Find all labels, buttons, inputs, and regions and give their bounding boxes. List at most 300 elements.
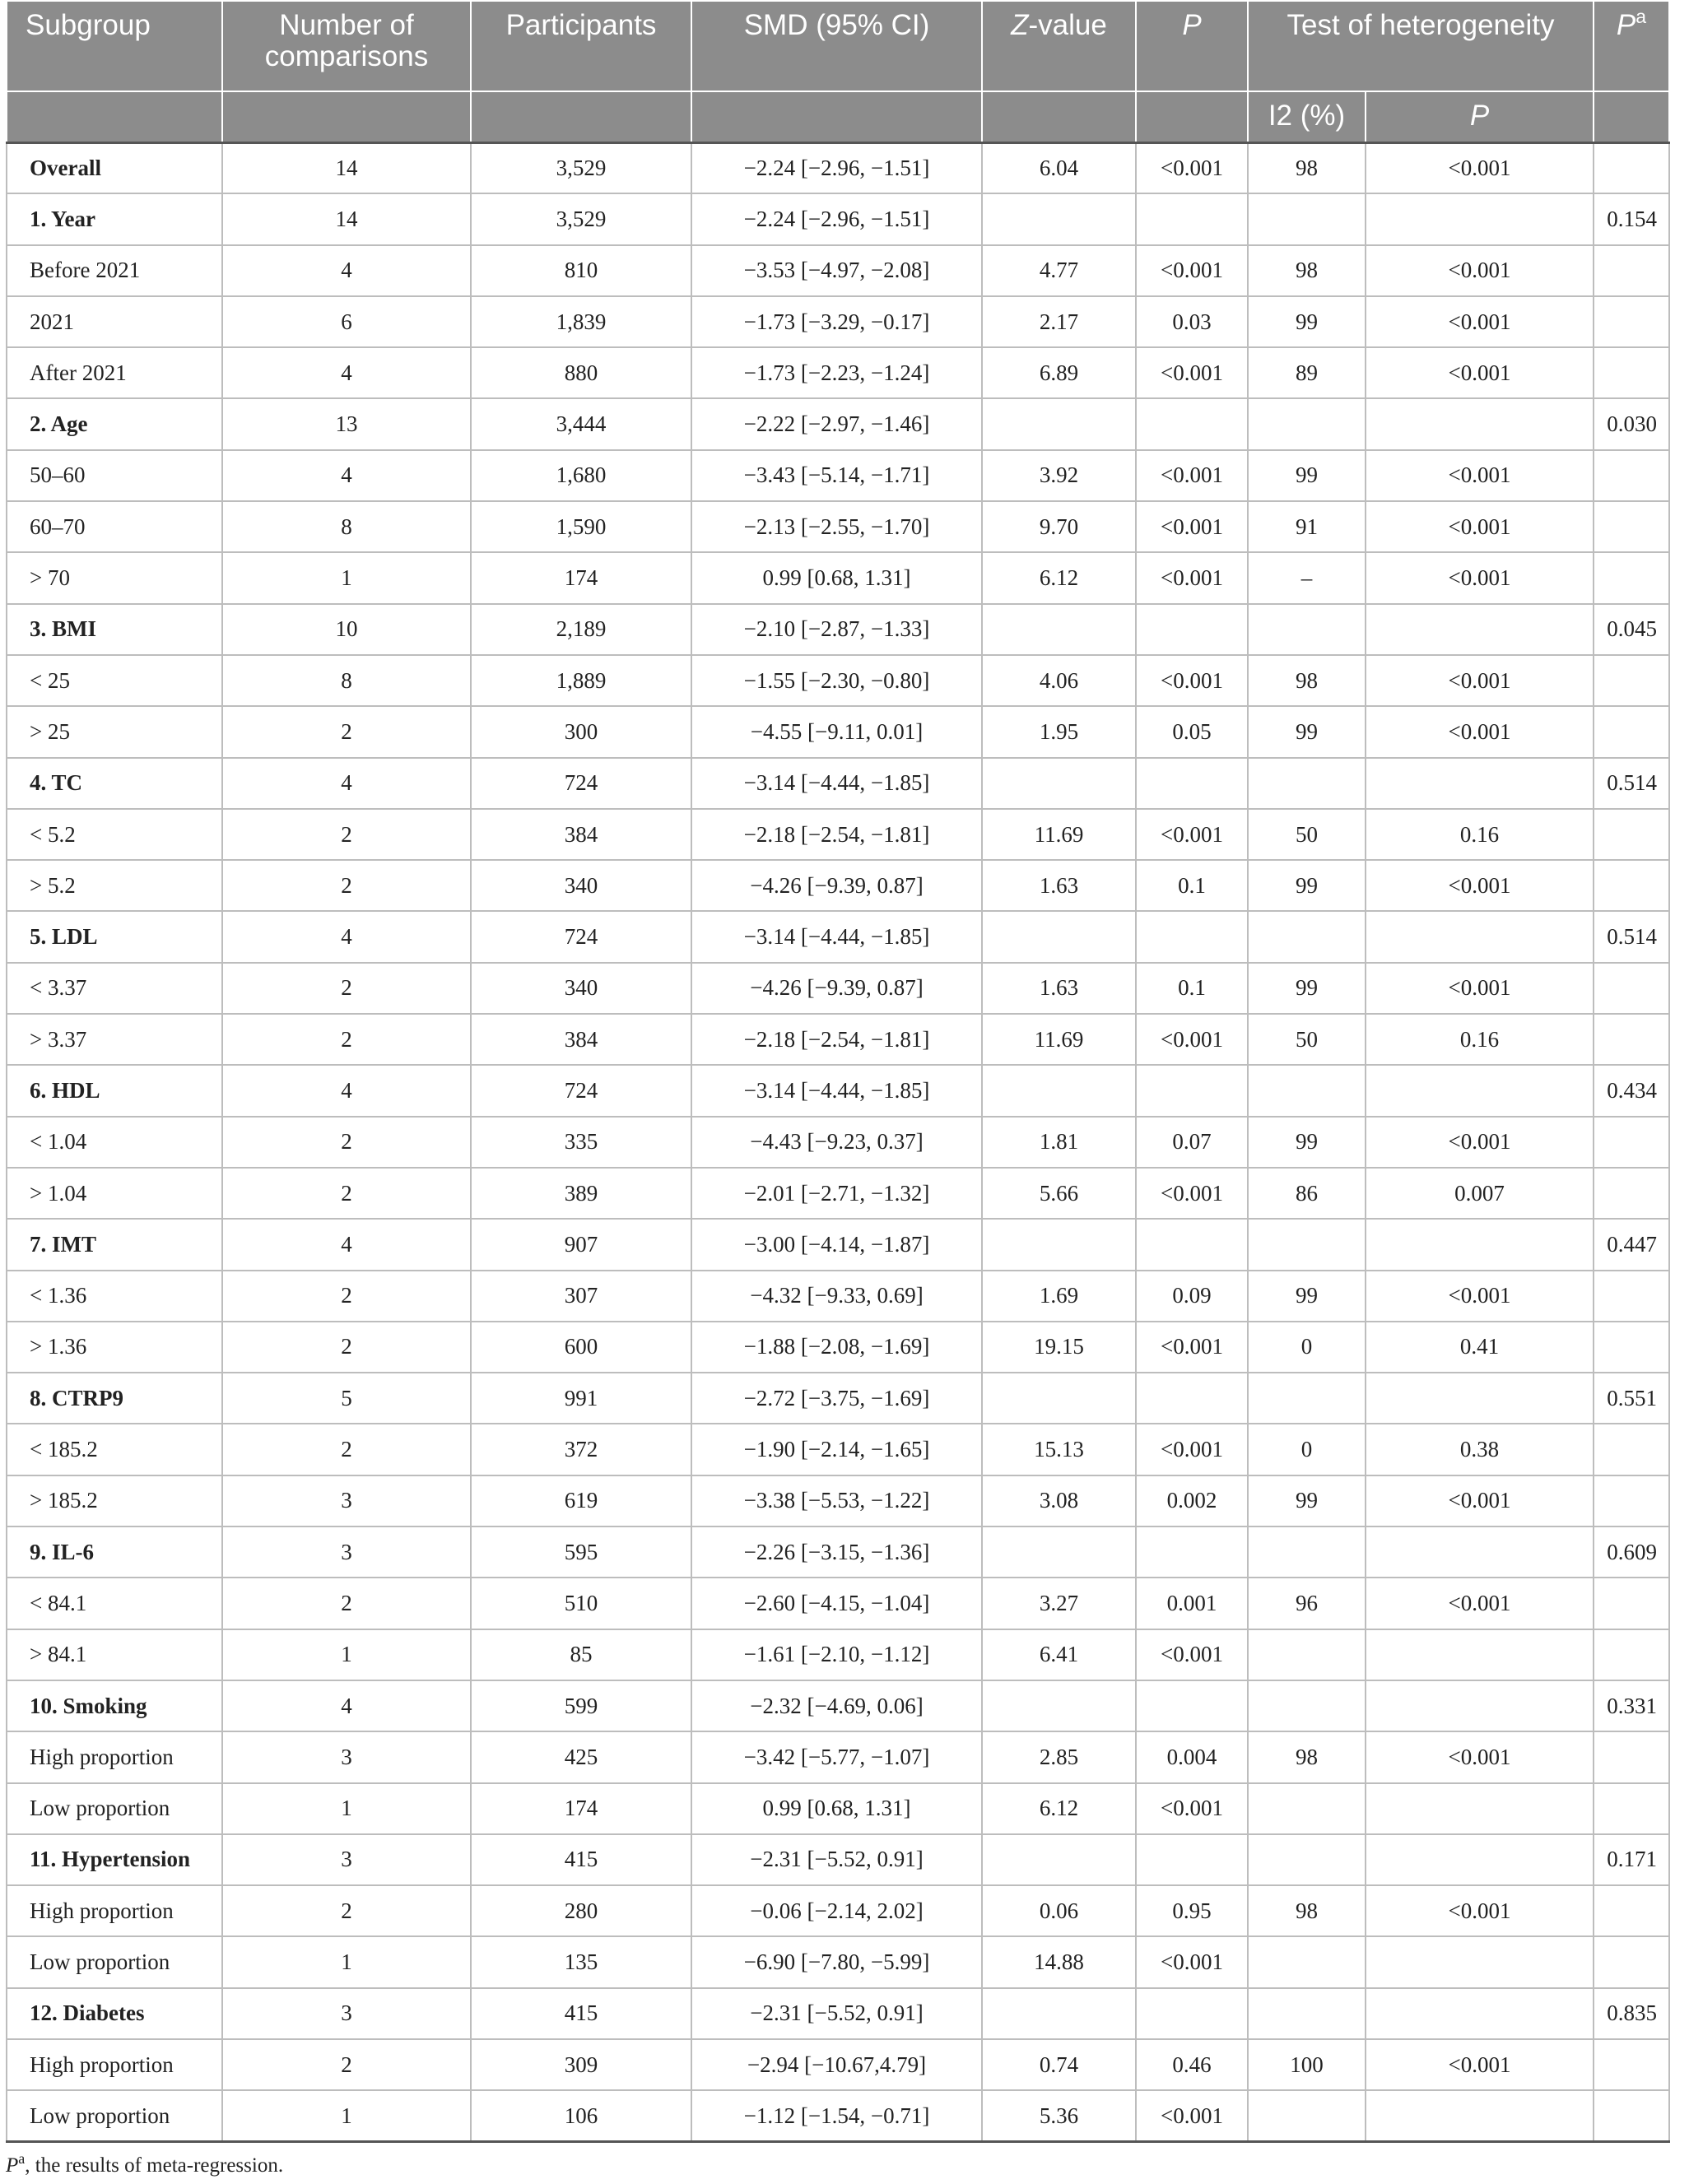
cell-subgroup: < 1.36: [7, 1271, 222, 1322]
cell-participants: 1,680: [471, 450, 691, 501]
cell-het-p: <0.001: [1366, 245, 1594, 296]
cell-het-p: [1366, 2090, 1594, 2141]
cell-comparisons: 2: [222, 1014, 471, 1065]
cell-i2: [1248, 1988, 1366, 2039]
cell-i2: [1248, 758, 1366, 809]
cell-het-p: [1366, 1834, 1594, 1885]
cell-pa: [1594, 706, 1669, 757]
cell-pa: 0.154: [1594, 193, 1669, 244]
cell-p: <0.001: [1136, 501, 1248, 552]
table-row: [7, 1322, 1669, 1373]
cell-subgroup: Before 2021: [7, 245, 222, 296]
cell-z-value: [982, 911, 1136, 962]
cell-pa: [1594, 860, 1669, 911]
cell-comparisons: 4: [222, 450, 471, 501]
cell-p: [1136, 1834, 1248, 1885]
table-row: [7, 1834, 1669, 1885]
table-row: [7, 809, 1669, 860]
header-blank: [691, 91, 982, 142]
cell-het-p: [1366, 1219, 1594, 1270]
cell-het-p: <0.001: [1366, 1117, 1594, 1168]
cell-p: 0.1: [1136, 860, 1248, 911]
cell-comparisons: 1: [222, 1936, 471, 1987]
cell-het-p: [1366, 1988, 1594, 2039]
cell-smd: −2.18 [−2.54, −1.81]: [691, 1014, 982, 1065]
cell-pa: [1594, 1731, 1669, 1782]
cell-subgroup: High proportion: [7, 2039, 222, 2090]
cell-p: [1136, 1526, 1248, 1578]
cell-i2: 89: [1248, 347, 1366, 398]
table-row: [7, 347, 1669, 398]
cell-comparisons: 3: [222, 1988, 471, 2039]
cell-p: [1136, 1065, 1248, 1116]
cell-het-p: <0.001: [1366, 142, 1594, 193]
cell-z-value: 5.66: [982, 1168, 1136, 1219]
cell-pa: [1594, 1936, 1669, 1987]
cell-het-p: <0.001: [1366, 1578, 1594, 1629]
cell-het-p: [1366, 193, 1594, 244]
cell-z-value: 9.70: [982, 501, 1136, 552]
cell-het-p: [1366, 758, 1594, 809]
table-row: [7, 1731, 1669, 1782]
cell-pa: 0.835: [1594, 1988, 1669, 2039]
table-row: [7, 1988, 1669, 2039]
cell-p: 0.002: [1136, 1475, 1248, 1526]
cell-pa: [1594, 245, 1669, 296]
cell-participants: 174: [471, 1783, 691, 1834]
cell-pa: [1594, 1783, 1669, 1834]
footnote-text: , the results of meta-regression.: [25, 2154, 284, 2177]
cell-smd: −1.55 [−2.30, −0.80]: [691, 655, 982, 706]
header-p: P: [1136, 1, 1248, 91]
cell-participants: 415: [471, 1988, 691, 2039]
cell-comparisons: 2: [222, 1117, 471, 1168]
cell-subgroup: < 5.2: [7, 809, 222, 860]
cell-z-value: 5.36: [982, 2090, 1136, 2141]
cell-participants: 425: [471, 1731, 691, 1782]
cell-smd: −4.43 [−9.23, 0.37]: [691, 1117, 982, 1168]
cell-comparisons: 14: [222, 193, 471, 244]
cell-subgroup: 2021: [7, 296, 222, 347]
cell-i2: [1248, 1219, 1366, 1270]
footnote-p: P: [6, 2154, 19, 2177]
cell-het-p: <0.001: [1366, 296, 1594, 347]
cell-i2: [1248, 1834, 1366, 1885]
footnote-sup: a: [18, 2150, 26, 2167]
cell-participants: 1,590: [471, 501, 691, 552]
table-row: [7, 1526, 1669, 1578]
cell-comparisons: 1: [222, 552, 471, 603]
cell-i2: [1248, 1065, 1366, 1116]
cell-z-value: 1.95: [982, 706, 1136, 757]
table-row: [7, 2090, 1669, 2141]
cell-z-value: 11.69: [982, 1014, 1136, 1065]
cell-pa: [1594, 1168, 1669, 1219]
cell-smd: −1.73 [−2.23, −1.24]: [691, 347, 982, 398]
cell-het-p: [1366, 911, 1594, 962]
cell-subgroup: > 84.1: [7, 1629, 222, 1680]
cell-participants: 2,189: [471, 604, 691, 655]
cell-participants: 340: [471, 860, 691, 911]
cell-comparisons: 1: [222, 2090, 471, 2141]
table-row: [7, 1168, 1669, 1219]
cell-comparisons: 2: [222, 1271, 471, 1322]
cell-smd: −3.38 [−5.53, −1.22]: [691, 1475, 982, 1526]
cell-smd: 0.99 [0.68, 1.31]: [691, 552, 982, 603]
cell-z-value: [982, 1373, 1136, 1424]
cell-z-value: 3.08: [982, 1475, 1136, 1526]
cell-i2: 98: [1248, 1885, 1366, 1936]
cell-i2: 99: [1248, 860, 1366, 911]
cell-comparisons: 2: [222, 860, 471, 911]
cell-p: <0.001: [1136, 1424, 1248, 1475]
table-row: [7, 1680, 1669, 1731]
cell-subgroup: 60–70: [7, 501, 222, 552]
cell-p: <0.001: [1136, 245, 1248, 296]
cell-i2: 98: [1248, 142, 1366, 193]
cell-comparisons: 8: [222, 501, 471, 552]
cell-subgroup: 11. Hypertension: [7, 1834, 222, 1885]
cell-smd: −3.42 [−5.77, −1.07]: [691, 1731, 982, 1782]
table-row: [7, 1014, 1669, 1065]
cell-comparisons: 3: [222, 1526, 471, 1578]
cell-z-value: 6.89: [982, 347, 1136, 398]
cell-comparisons: 6: [222, 296, 471, 347]
table-footnote: [6, 2150, 284, 2177]
header-comparisons: Number of comparisons: [222, 1, 471, 91]
cell-subgroup: < 3.37: [7, 963, 222, 1014]
cell-subgroup: 5. LDL: [7, 911, 222, 962]
cell-comparisons: 4: [222, 911, 471, 962]
cell-het-p: <0.001: [1366, 706, 1594, 757]
cell-het-p: 0.41: [1366, 1322, 1594, 1373]
cell-p: [1136, 1373, 1248, 1424]
cell-comparisons: 2: [222, 706, 471, 757]
cell-smd: −2.24 [−2.96, −1.51]: [691, 193, 982, 244]
cell-pa: [1594, 1271, 1669, 1322]
cell-pa: 0.171: [1594, 1834, 1669, 1885]
cell-het-p: <0.001: [1366, 963, 1594, 1014]
cell-i2: 99: [1248, 450, 1366, 501]
header-z-suffix: -value: [1028, 9, 1107, 41]
cell-participants: 307: [471, 1271, 691, 1322]
header-het-p: P: [1366, 91, 1594, 142]
cell-participants: 619: [471, 1475, 691, 1526]
cell-participants: 106: [471, 2090, 691, 2141]
cell-p: 0.05: [1136, 706, 1248, 757]
cell-subgroup: 6. HDL: [7, 1065, 222, 1116]
table-row: [7, 911, 1669, 962]
cell-subgroup: < 185.2: [7, 1424, 222, 1475]
cell-smd: −2.94 [−10.67,4.79]: [691, 2039, 982, 2090]
cell-subgroup: 1. Year: [7, 193, 222, 244]
cell-smd: −1.61 [−2.10, −1.12]: [691, 1629, 982, 1680]
cell-p: 0.001: [1136, 1578, 1248, 1629]
header-heterogeneity: Test of heterogeneity: [1248, 1, 1594, 91]
cell-pa: 0.514: [1594, 758, 1669, 809]
cell-z-value: 14.88: [982, 1936, 1136, 1987]
cell-het-p: [1366, 1526, 1594, 1578]
cell-subgroup: < 25: [7, 655, 222, 706]
cell-participants: 810: [471, 245, 691, 296]
cell-p: 0.1: [1136, 963, 1248, 1014]
cell-subgroup: Low proportion: [7, 2090, 222, 2141]
cell-z-value: 15.13: [982, 1424, 1136, 1475]
cell-subgroup: > 185.2: [7, 1475, 222, 1526]
header-blank: [7, 91, 222, 142]
table-row: [7, 1629, 1669, 1680]
table-row: [7, 1219, 1669, 1270]
cell-subgroup: 12. Diabetes: [7, 1988, 222, 2039]
cell-z-value: 6.12: [982, 1783, 1136, 1834]
cell-z-value: 1.63: [982, 963, 1136, 1014]
cell-comparisons: 4: [222, 1065, 471, 1116]
cell-z-value: [982, 1988, 1136, 2039]
cell-z-value: 1.63: [982, 860, 1136, 911]
cell-i2: [1248, 1783, 1366, 1834]
cell-comparisons: 2: [222, 2039, 471, 2090]
cell-pa: [1594, 347, 1669, 398]
cell-p: 0.03: [1136, 296, 1248, 347]
cell-z-value: 19.15: [982, 1322, 1136, 1373]
cell-i2: [1248, 1936, 1366, 1987]
header-pa: [1594, 1, 1669, 91]
cell-comparisons: 3: [222, 1834, 471, 1885]
table-row: [7, 1271, 1669, 1322]
cell-comparisons: 8: [222, 655, 471, 706]
cell-pa: [1594, 142, 1669, 193]
table-row: [7, 860, 1669, 911]
table-row: [7, 1936, 1669, 1987]
table-row: [7, 1578, 1669, 1629]
cell-pa: 0.447: [1594, 1219, 1669, 1270]
cell-z-value: 6.04: [982, 142, 1136, 193]
cell-participants: 599: [471, 1680, 691, 1731]
cell-subgroup: 3. BMI: [7, 604, 222, 655]
cell-het-p: [1366, 398, 1594, 449]
cell-participants: 300: [471, 706, 691, 757]
cell-pa: [1594, 1475, 1669, 1526]
cell-z-value: 1.69: [982, 1271, 1136, 1322]
cell-i2: [1248, 1526, 1366, 1578]
table-row: [7, 758, 1669, 809]
cell-participants: 384: [471, 809, 691, 860]
table-row: [7, 398, 1669, 449]
header-blank: [1594, 91, 1669, 142]
cell-smd: −1.88 [−2.08, −1.69]: [691, 1322, 982, 1373]
cell-p: [1136, 1219, 1248, 1270]
cell-comparisons: 13: [222, 398, 471, 449]
cell-comparisons: 4: [222, 1680, 471, 1731]
cell-z-value: [982, 1219, 1136, 1270]
cell-subgroup: > 25: [7, 706, 222, 757]
cell-smd: −3.14 [−4.44, −1.85]: [691, 758, 982, 809]
cell-i2: 86: [1248, 1168, 1366, 1219]
cell-participants: 3,529: [471, 193, 691, 244]
cell-participants: 1,839: [471, 296, 691, 347]
cell-p: <0.001: [1136, 1322, 1248, 1373]
cell-smd: −3.14 [−4.44, −1.85]: [691, 1065, 982, 1116]
cell-pa: [1594, 1117, 1669, 1168]
cell-pa: [1594, 963, 1669, 1014]
cell-smd: −4.26 [−9.39, 0.87]: [691, 860, 982, 911]
cell-p: [1136, 193, 1248, 244]
cell-subgroup: Low proportion: [7, 1783, 222, 1834]
cell-het-p: 0.16: [1366, 809, 1594, 860]
table-header: [7, 1, 1669, 142]
cell-i2: 99: [1248, 296, 1366, 347]
cell-p: <0.001: [1136, 1783, 1248, 1834]
cell-smd: −3.00 [−4.14, −1.87]: [691, 1219, 982, 1270]
cell-smd: −1.12 [−1.54, −0.71]: [691, 2090, 982, 2141]
cell-z-value: [982, 398, 1136, 449]
cell-i2: [1248, 1629, 1366, 1680]
cell-pa: 0.030: [1594, 398, 1669, 449]
cell-i2: 50: [1248, 809, 1366, 860]
cell-i2: [1248, 398, 1366, 449]
cell-p: <0.001: [1136, 1168, 1248, 1219]
cell-p: 0.09: [1136, 1271, 1248, 1322]
cell-i2: [1248, 604, 1366, 655]
cell-smd: −1.73 [−3.29, −0.17]: [691, 296, 982, 347]
header-z-value: [982, 1, 1136, 91]
header-subgroup: Subgroup: [7, 1, 222, 91]
cell-i2: 91: [1248, 501, 1366, 552]
table-row: [7, 552, 1669, 603]
cell-z-value: 0.06: [982, 1885, 1136, 1936]
cell-subgroup: High proportion: [7, 1731, 222, 1782]
table-row: [7, 1475, 1669, 1526]
cell-participants: 600: [471, 1322, 691, 1373]
cell-participants: 389: [471, 1168, 691, 1219]
header-pa-letter: P: [1616, 9, 1636, 41]
cell-het-p: [1366, 1680, 1594, 1731]
cell-i2: 99: [1248, 1475, 1366, 1526]
cell-comparisons: 4: [222, 758, 471, 809]
cell-pa: [1594, 501, 1669, 552]
cell-comparisons: 14: [222, 142, 471, 193]
table-row: [7, 501, 1669, 552]
cell-z-value: 6.41: [982, 1629, 1136, 1680]
cell-smd: −2.10 [−2.87, −1.33]: [691, 604, 982, 655]
cell-comparisons: 2: [222, 1885, 471, 1936]
table-row: [7, 655, 1669, 706]
cell-participants: 724: [471, 758, 691, 809]
cell-z-value: [982, 193, 1136, 244]
table-row: [7, 296, 1669, 347]
cell-pa: 0.514: [1594, 911, 1669, 962]
cell-p: <0.001: [1136, 1014, 1248, 1065]
cell-comparisons: 2: [222, 1424, 471, 1475]
cell-i2: 99: [1248, 1271, 1366, 1322]
cell-het-p: <0.001: [1366, 1731, 1594, 1782]
cell-z-value: 3.27: [982, 1578, 1136, 1629]
cell-subgroup: > 3.37: [7, 1014, 222, 1065]
cell-participants: 415: [471, 1834, 691, 1885]
cell-het-p: [1366, 1629, 1594, 1680]
cell-i2: 98: [1248, 655, 1366, 706]
cell-p: [1136, 1680, 1248, 1731]
cell-smd: −2.72 [−3.75, −1.69]: [691, 1373, 982, 1424]
cell-smd: −2.01 [−2.71, −1.32]: [691, 1168, 982, 1219]
cell-subgroup: 10. Smoking: [7, 1680, 222, 1731]
cell-het-p: <0.001: [1366, 1475, 1594, 1526]
cell-subgroup: High proportion: [7, 1885, 222, 1936]
cell-comparisons: 3: [222, 1475, 471, 1526]
table-row: [7, 193, 1669, 244]
cell-z-value: [982, 758, 1136, 809]
cell-z-value: [982, 1834, 1136, 1885]
cell-pa: [1594, 1424, 1669, 1475]
table-row: [7, 1783, 1669, 1834]
cell-z-value: 4.77: [982, 245, 1136, 296]
cell-comparisons: 2: [222, 1322, 471, 1373]
cell-p: <0.001: [1136, 2090, 1248, 2141]
cell-pa: 0.331: [1594, 1680, 1669, 1731]
cell-het-p: [1366, 1783, 1594, 1834]
header-participants: Participants: [471, 1, 691, 91]
cell-z-value: 4.06: [982, 655, 1136, 706]
cell-smd: −3.43 [−5.14, −1.71]: [691, 450, 982, 501]
cell-i2: 0: [1248, 1424, 1366, 1475]
cell-i2: 50: [1248, 1014, 1366, 1065]
cell-i2: 96: [1248, 1578, 1366, 1629]
cell-comparisons: 10: [222, 604, 471, 655]
cell-comparisons: 4: [222, 245, 471, 296]
cell-het-p: 0.16: [1366, 1014, 1594, 1065]
table-row: [7, 1885, 1669, 1936]
cell-het-p: <0.001: [1366, 1271, 1594, 1322]
header-z-letter: Z: [1011, 9, 1029, 41]
cell-p: <0.001: [1136, 450, 1248, 501]
cell-p: <0.001: [1136, 1629, 1248, 1680]
cell-participants: 880: [471, 347, 691, 398]
cell-p: <0.001: [1136, 1936, 1248, 1987]
cell-z-value: [982, 604, 1136, 655]
table-row: [7, 604, 1669, 655]
cell-i2: 100: [1248, 2039, 1366, 2090]
cell-p: <0.001: [1136, 655, 1248, 706]
cell-smd: −4.55 [−9.11, 0.01]: [691, 706, 982, 757]
cell-smd: −6.90 [−7.80, −5.99]: [691, 1936, 982, 1987]
cell-subgroup: 4. TC: [7, 758, 222, 809]
cell-i2: [1248, 911, 1366, 962]
cell-pa: [1594, 2090, 1669, 2141]
cell-pa: [1594, 809, 1669, 860]
table-row: [7, 1373, 1669, 1424]
cell-participants: 372: [471, 1424, 691, 1475]
header-blank: [982, 91, 1136, 142]
cell-pa: 0.551: [1594, 1373, 1669, 1424]
cell-participants: 907: [471, 1219, 691, 1270]
cell-z-value: 2.17: [982, 296, 1136, 347]
cell-z-value: 0.74: [982, 2039, 1136, 2090]
cell-p: <0.001: [1136, 347, 1248, 398]
cell-i2: 99: [1248, 706, 1366, 757]
cell-smd: −2.32 [−4.69, 0.06]: [691, 1680, 982, 1731]
cell-comparisons: 2: [222, 1578, 471, 1629]
cell-pa: [1594, 552, 1669, 603]
cell-smd: −3.14 [−4.44, −1.85]: [691, 911, 982, 962]
cell-het-p: <0.001: [1366, 655, 1594, 706]
cell-smd: −1.90 [−2.14, −1.65]: [691, 1424, 982, 1475]
cell-comparisons: 3: [222, 1731, 471, 1782]
cell-het-p: <0.001: [1366, 552, 1594, 603]
cell-participants: 3,444: [471, 398, 691, 449]
cell-z-value: [982, 1526, 1136, 1578]
header-blank: [1136, 91, 1248, 142]
cell-participants: 384: [471, 1014, 691, 1065]
